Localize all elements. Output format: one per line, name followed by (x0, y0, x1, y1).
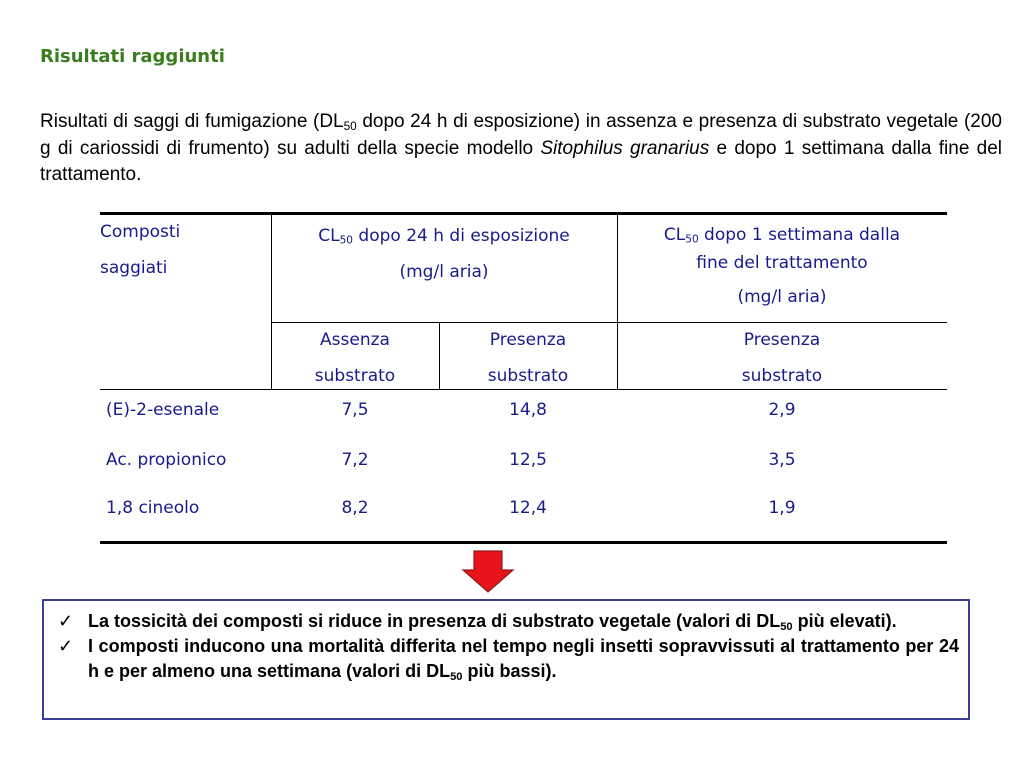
conclusion-text (88, 609, 959, 634)
subheader-assenza (271, 322, 439, 394)
table-bottom-rule (100, 541, 947, 544)
results-table (100, 212, 947, 544)
conclusion-item (58, 609, 959, 634)
down-arrow-icon (461, 550, 515, 594)
table-cell-value: 7,2 (341, 450, 369, 470)
header-compounds-line1: Composti (100, 222, 181, 242)
header-group-1week (617, 218, 947, 314)
subheader-assenza-line1: Assenza (320, 330, 390, 350)
intro-subscript: 50 (343, 119, 357, 133)
conclusion-1-sub: 50 (780, 620, 793, 633)
intro-text-end: e dopo 1 settimana dalla fine del trattamento. (40, 137, 1002, 185)
table-cell-value: 8,2 (341, 498, 369, 518)
header-group-24h (271, 218, 617, 290)
conclusion-text (88, 634, 959, 684)
header-group-1week-line2: fine del trattamento (696, 253, 868, 273)
intro-paragraph (40, 109, 1002, 189)
subheader-assenza-line2: substrato (314, 366, 396, 386)
header-group-1week-suffix: dopo 1 settimana dalla (698, 225, 901, 245)
page-title: Risultati raggiunti (40, 46, 225, 67)
header-group-24h-sub: 50 (339, 234, 354, 247)
header-compounds (100, 214, 271, 286)
table-row-name: (E)-2-esenale (106, 400, 220, 420)
subheader-presenza-1week-line2: substrato (741, 366, 823, 386)
check-icon: ✓ (58, 636, 74, 656)
intro-text: Risultati di saggi di fumigazione (DL (40, 111, 344, 132)
conclusion-2-text-end: più bassi). (462, 661, 557, 681)
table-cell-value: 7,5 (341, 400, 369, 420)
header-group-1week-sub: 50 (685, 233, 699, 246)
table-cell-value: 12,5 (509, 450, 547, 470)
conclusion-2-text: I composti inducono una mortalità differita nel tempo negli insetti sopravvissuti al trattamento per 24 h e per almeno una settimana (valori di DL (88, 636, 959, 681)
header-compounds-line2: saggiati (100, 258, 168, 278)
header-group-24h-suffix: dopo 24 h di esposizione (353, 226, 570, 246)
header-group-24h-prefix: CL (318, 226, 340, 246)
subheader-presenza-24h (439, 322, 617, 394)
subheader-presenza-24h-line2: substrato (487, 366, 569, 386)
table-cell-value: 2,9 (768, 400, 796, 420)
table-cell-value: 3,5 (768, 450, 796, 470)
subheader-presenza-24h-line1: Presenza (489, 330, 567, 350)
intro-text-2: dopo 24 h di esposizione) in assenza e presenza di substrato vegetale (200 g di cariossidi di frumento) su adulti della specie modello (40, 111, 1002, 159)
table-cell-value: 12,4 (509, 498, 547, 518)
table-row-name: 1,8 cineolo (106, 498, 200, 518)
subheader-presenza-1week-line1: Presenza (743, 330, 821, 350)
conclusion-item (58, 634, 959, 684)
conclusions-box (42, 599, 970, 720)
table-cell-value: 14,8 (509, 400, 547, 420)
conclusion-2-sub: 50 (450, 670, 463, 683)
species-epithet: granarius (630, 137, 710, 159)
table-row-name: Ac. propionico (106, 450, 227, 470)
conclusion-1-text: La tossicità dei composti si riduce in presenza di substrato vegetale (valori di DL (88, 611, 781, 631)
header-group-1week-prefix: CL (663, 225, 686, 245)
species-genus: Sitophilus (540, 137, 623, 159)
conclusion-1-text-end: più elevati). (792, 611, 897, 631)
check-icon: ✓ (58, 611, 74, 631)
header-group-24h-unit: (mg/l aria) (399, 262, 489, 282)
table-cell-value: 1,9 (768, 498, 796, 518)
subheader-presenza-1week (617, 322, 947, 394)
header-group-1week-unit: (mg/l aria) (737, 287, 827, 307)
